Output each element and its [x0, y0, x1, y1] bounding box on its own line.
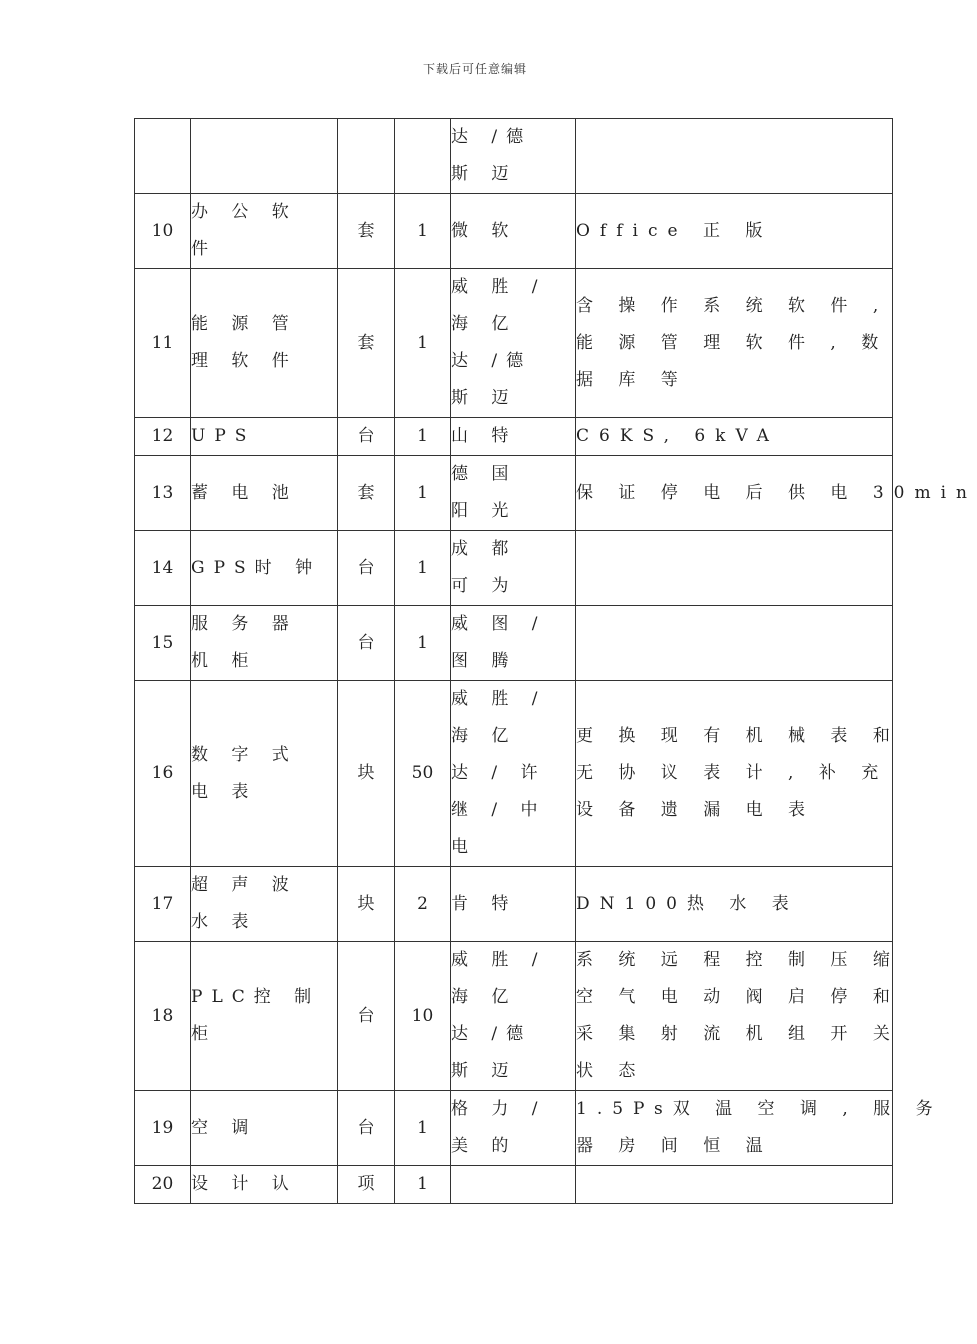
cell-number: 16: [135, 681, 191, 867]
cell-note: [576, 1091, 943, 1166]
table-row: [135, 1091, 893, 1166]
cell-name: [191, 867, 338, 942]
cell-note-line: 设 备 遗 漏 电 表: [576, 800, 816, 820]
cell-note: [576, 681, 900, 867]
cell-brand: [451, 531, 576, 606]
cell-number: 12: [135, 418, 191, 456]
cell-note-line: DN100热 水 表: [576, 893, 799, 914]
cell-note: [576, 606, 893, 681]
table-row: [135, 681, 893, 867]
cell-name-line: 空 调: [191, 1117, 258, 1138]
cell-number: 17: [135, 867, 191, 942]
cell-quantity: 1: [395, 418, 451, 456]
cell-quantity: 1: [395, 194, 451, 269]
cell-number: 15: [135, 606, 191, 681]
cell-name: [191, 1091, 338, 1166]
cell-brand: [451, 456, 576, 531]
table-row: [135, 456, 893, 531]
cell-brand: [451, 119, 576, 194]
cell-quantity: 1: [395, 606, 451, 681]
cell-name-line: GPS时 钟: [191, 557, 322, 578]
cell-name-line: 理 软 件: [191, 351, 298, 371]
cell-name-line: 机 柜: [191, 651, 258, 671]
cell-note-line: 器 房 间 恒 温: [576, 1136, 773, 1156]
cell-quantity: 1: [395, 456, 451, 531]
cell-unit: 套: [338, 194, 395, 269]
cell-unit: 台: [338, 1091, 395, 1166]
cell-unit: 台: [338, 418, 395, 456]
cell-note-line: Office 正 版: [576, 220, 773, 241]
cell-name: [191, 119, 338, 194]
cell-note: [576, 1166, 893, 1204]
cell-note: [576, 119, 893, 194]
cell-note: [576, 531, 893, 606]
cell-note-line: 1.5Ps双 温 空 调 , 服 务: [576, 1099, 943, 1119]
cell-name-line: 蓄 电 池: [191, 482, 298, 503]
cell-brand-line: 威 胜 /: [451, 950, 547, 970]
cell-name-line: 超 声 波: [191, 875, 298, 895]
cell-quantity: 1: [395, 531, 451, 606]
cell-number: 13: [135, 456, 191, 531]
cell-quantity: 50: [395, 681, 451, 867]
cell-name-line: 能 源 管: [191, 314, 298, 334]
cell-name: [191, 1166, 338, 1204]
cell-name: [191, 456, 338, 531]
cell-brand: [451, 194, 576, 269]
cell-note-line: 系 统 远 程 控 制 压 缩: [576, 950, 900, 970]
cell-note: [576, 942, 900, 1091]
table-row: [135, 418, 893, 456]
cell-brand-line: 达 /德: [451, 351, 533, 371]
cell-brand-line: 山 特: [451, 426, 518, 446]
cell-quantity: [395, 119, 451, 194]
cell-brand-line: 达 /德: [451, 1024, 533, 1044]
cell-brand-line: 威 胜 /: [451, 277, 547, 297]
cell-number: [135, 119, 191, 194]
cell-name-line: 数 字 式: [191, 744, 298, 765]
page-header: 下载后可任意编辑: [422, 62, 527, 76]
cell-note-line: C6KS, 6kVA: [576, 426, 779, 446]
cell-brand-line: 威 胜 /: [451, 689, 547, 709]
cell-brand: [451, 269, 576, 418]
cell-name: [191, 531, 338, 606]
cell-brand-line: 斯 迈: [451, 164, 518, 184]
cell-brand-line: 可 为: [451, 576, 518, 596]
cell-name-line: PLC控 制: [191, 987, 321, 1007]
cell-brand: [451, 418, 576, 456]
table-row: [135, 942, 893, 1091]
cell-brand-line: 海 亿: [451, 314, 518, 334]
cell-note: [576, 194, 893, 269]
cell-brand-line: 海 亿: [451, 987, 518, 1007]
cell-number: 19: [135, 1091, 191, 1166]
cell-brand-line: 继 / 中: [451, 800, 547, 820]
cell-quantity: 1: [395, 1166, 451, 1204]
cell-note-line: 含 操 作 系 统 软 件 ,: [576, 295, 889, 316]
cell-brand-line: 海 亿: [451, 726, 518, 746]
cell-quantity: 1: [395, 1091, 451, 1166]
cell-brand: [451, 867, 576, 942]
cell-name-line: 件: [191, 239, 217, 259]
cell-brand-line: 威 图 /: [451, 614, 547, 634]
cell-name-line: 电 表: [191, 781, 258, 802]
cell-name-line: 办 公 软: [191, 202, 298, 222]
cell-brand-line: 美 的: [451, 1136, 518, 1156]
cell-note: [576, 867, 893, 942]
cell-name: [191, 418, 338, 456]
cell-name-line: 服 务 器: [191, 614, 298, 634]
equipment-table: [134, 118, 977, 1204]
cell-brand-line: 格 力 /: [451, 1099, 547, 1119]
cell-note-line: 空 气 电 动 阀 启 停 和: [576, 987, 900, 1007]
table-row: [135, 606, 893, 681]
cell-name-line: 设 计 认: [191, 1174, 298, 1194]
cell-name: [191, 942, 338, 1091]
cell-unit: 块: [338, 867, 395, 942]
cell-brand: [451, 1166, 576, 1204]
cell-brand-line: 肯 特: [451, 893, 518, 914]
cell-brand-line: 斯 迈: [451, 1061, 518, 1081]
cell-name-line: 柜: [191, 1024, 217, 1044]
cell-brand-line: 微 软: [451, 220, 518, 241]
cell-quantity: 1: [395, 269, 451, 418]
cell-note: [576, 456, 977, 531]
cell-unit: 套: [338, 269, 395, 418]
cell-brand-line: 电: [451, 837, 477, 857]
cell-brand-line: 斯 迈: [451, 388, 518, 408]
cell-name: [191, 681, 338, 867]
cell-quantity: 10: [395, 942, 451, 1091]
cell-name-line: 水 表: [191, 912, 258, 932]
table-row: [135, 1166, 893, 1204]
cell-number: 20: [135, 1166, 191, 1204]
cell-unit: 台: [338, 942, 395, 1091]
cell-note: [576, 269, 893, 418]
cell-number: 11: [135, 269, 191, 418]
cell-brand-line: 阳 光: [451, 501, 518, 521]
table-row: [135, 867, 893, 942]
cell-note-line: 更 换 现 有 机 械 表 和: [576, 726, 900, 746]
cell-name-line: UPS: [191, 426, 256, 446]
cell-note-line: 状 态: [576, 1061, 646, 1081]
cell-unit: 项: [338, 1166, 395, 1204]
cell-name: [191, 606, 338, 681]
cell-note-line: 据 库 等: [576, 369, 688, 390]
cell-brand: [451, 606, 576, 681]
cell-brand-line: 成 都: [451, 539, 518, 559]
table-row: [135, 194, 893, 269]
cell-number: 14: [135, 531, 191, 606]
cell-unit: [338, 119, 395, 194]
cell-number: 18: [135, 942, 191, 1091]
cell-brand-line: 图 腾: [451, 651, 518, 671]
cell-note-line: 无 协 议 表 计 , 补 充: [576, 763, 889, 783]
cell-note-line: 能 源 管 理 软 件 , 数: [576, 332, 889, 353]
cell-brand: [451, 681, 576, 867]
table-row: [135, 531, 893, 606]
cell-brand: [451, 942, 576, 1091]
cell-note: [576, 418, 893, 456]
cell-note-line: 采 集 射 流 机 组 开 关: [576, 1024, 900, 1044]
cell-brand-line: 德 国: [451, 464, 518, 484]
cell-brand-line: 达 /德: [451, 127, 533, 147]
table-row: [135, 269, 893, 418]
cell-name: [191, 194, 338, 269]
cell-quantity: 2: [395, 867, 451, 942]
cell-unit: 套: [338, 456, 395, 531]
cell-name: [191, 269, 338, 418]
table-row: [135, 119, 893, 194]
cell-note-line: 保 证 停 电 后 供 电 30min: [576, 482, 977, 503]
cell-unit: 台: [338, 606, 395, 681]
cell-brand: [451, 1091, 576, 1166]
cell-number: 10: [135, 194, 191, 269]
cell-unit: 块: [338, 681, 395, 867]
cell-unit: 台: [338, 531, 395, 606]
cell-brand-line: 达 / 许: [451, 763, 547, 783]
